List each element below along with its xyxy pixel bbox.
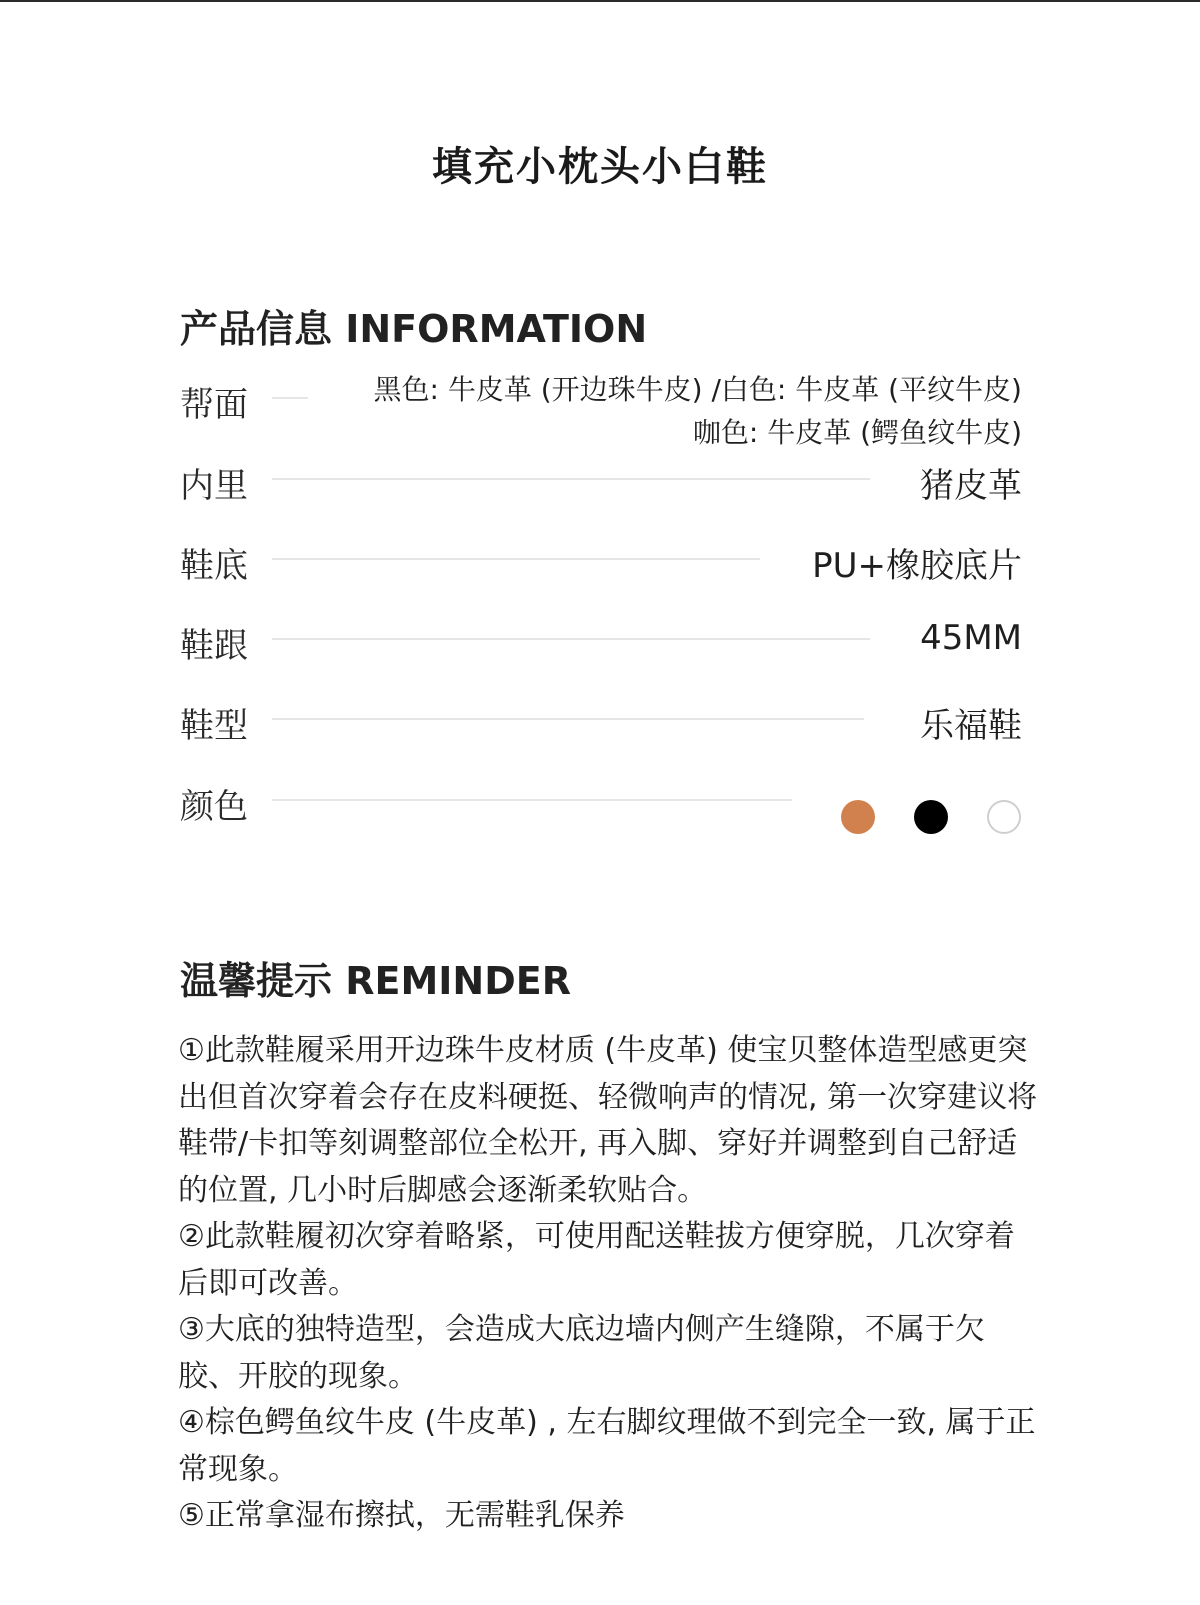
upper-value-line1: 黑色: 牛皮革 (开边珠牛皮) /白色: 牛皮革 (平纹牛皮) [373, 373, 1022, 406]
reminder-item-4: ④棕色鳄鱼纹牛皮 (牛皮革) , 左右脚纹理做不到完全一致, 属于正常现象。 [178, 1405, 1036, 1487]
sole-divider [272, 558, 760, 560]
color-divider [272, 799, 792, 801]
sole-value: PU+橡胶底片 [812, 546, 1022, 586]
white-color-swatch[interactable] [987, 800, 1021, 834]
upper-divider [272, 397, 308, 399]
color-label: 颜色 [180, 787, 248, 827]
style-label: 鞋型 [180, 706, 248, 746]
reminder-item-3: ③大底的独特造型，会造成大底边墙内侧产生缝隙，不属于欠胶、开胶的现象。 [178, 1312, 985, 1394]
sole-label: 鞋底 [180, 546, 248, 586]
upper-label: 帮面 [180, 385, 248, 425]
heel-label: 鞋跟 [180, 626, 248, 666]
lining-divider [272, 478, 870, 480]
lining-label: 内里 [180, 466, 248, 506]
information-heading: 产品信息 INFORMATION [180, 307, 648, 351]
heel-value: 45MM [920, 618, 1022, 658]
reminder-item-5: ⑤正常拿湿布擦拭，无需鞋乳保养 [178, 1498, 625, 1533]
reminder-heading: 温馨提示 REMINDER [180, 959, 571, 1003]
black-color-swatch[interactable] [914, 800, 948, 834]
style-value: 乐福鞋 [920, 706, 1022, 746]
upper-value-line2: 咖色: 牛皮革 (鳄鱼纹牛皮) [692, 416, 1022, 449]
reminder-item-2: ②此款鞋履初次穿着略紧，可使用配送鞋拔方便穿脱，几次穿着后即可改善。 [178, 1219, 1015, 1301]
top-border-line [0, 0, 1200, 2]
reminder-item-1: ①此款鞋履采用开边珠牛皮材质 (牛皮革) 使宝贝整体造型感更突出但首次穿着会存在皮料硬挺、轻微响声的情况, 第一次穿建议将鞋带/卡扣等刻调整部位全松开, 再入脚、穿好并调整到自己舒适的位置, 几小时后脚感会逐渐柔软贴合。 [178, 1033, 1038, 1208]
page-title: 填充小枕头小白鞋 [432, 144, 768, 190]
lining-value: 猪皮革 [920, 466, 1022, 506]
heel-divider [272, 638, 870, 640]
style-divider [272, 718, 864, 720]
brown-color-swatch[interactable] [841, 800, 875, 834]
reminder-list [178, 1028, 1038, 1540]
